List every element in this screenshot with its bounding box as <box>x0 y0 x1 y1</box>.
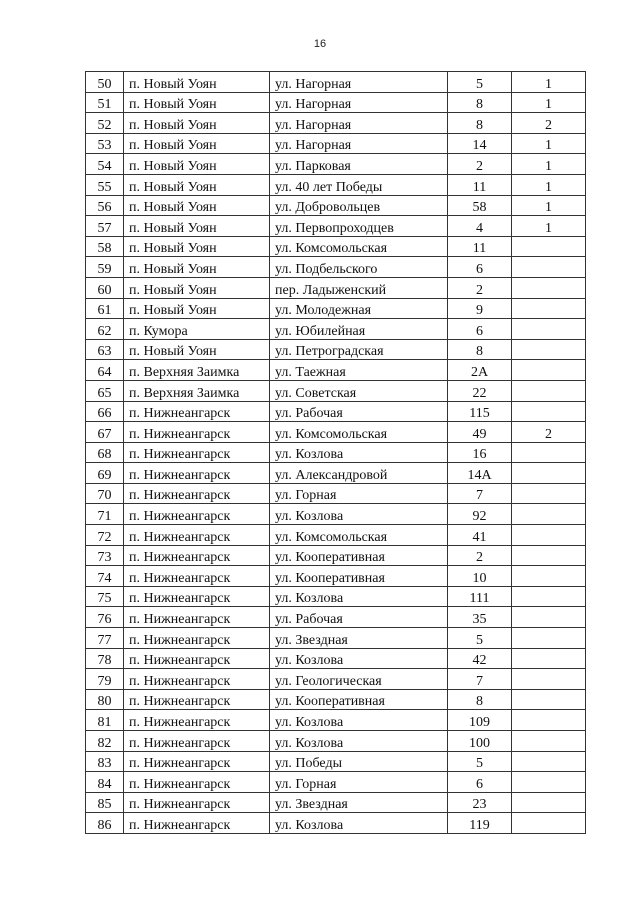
count-cell <box>512 545 586 566</box>
table-row <box>86 710 586 731</box>
house-number-cell: 35 <box>448 607 512 628</box>
count-cell <box>512 689 586 710</box>
row-number-cell: 62 <box>86 319 124 340</box>
street-cell: ул. Кооперативная <box>270 545 448 566</box>
count-cell: 1 <box>512 133 586 154</box>
row-number-cell: 82 <box>86 731 124 752</box>
count-cell <box>512 669 586 690</box>
house-number-cell: 100 <box>448 731 512 752</box>
row-number-cell: 63 <box>86 339 124 360</box>
row-number-cell: 53 <box>86 133 124 154</box>
settlement-cell: п. Нижнеангарск <box>124 422 270 443</box>
settlement-cell: п. Новый Уоян <box>124 277 270 298</box>
house-number-cell: 7 <box>448 483 512 504</box>
table-row <box>86 216 586 237</box>
street-cell: ул. Козлова <box>270 648 448 669</box>
count-cell: 1 <box>512 195 586 216</box>
street-cell: ул. Козлова <box>270 504 448 525</box>
row-number-cell: 56 <box>86 195 124 216</box>
row-number-cell: 69 <box>86 463 124 484</box>
settlement-cell: п. Нижнеангарск <box>124 586 270 607</box>
settlement-cell: п. Новый Уоян <box>124 236 270 257</box>
house-number-cell: 14А <box>448 463 512 484</box>
table-row <box>86 380 586 401</box>
table-row <box>86 792 586 813</box>
street-cell: ул. Нагорная <box>270 72 448 93</box>
table-row <box>86 401 586 422</box>
house-number-cell: 115 <box>448 401 512 422</box>
settlement-cell: п. Новый Уоян <box>124 133 270 154</box>
table-row <box>86 319 586 340</box>
table-row <box>86 731 586 752</box>
count-cell <box>512 298 586 319</box>
table-row <box>86 257 586 278</box>
table-row <box>86 566 586 587</box>
table-row <box>86 525 586 546</box>
house-number-cell: 11 <box>448 174 512 195</box>
row-number-cell: 73 <box>86 545 124 566</box>
table-row <box>86 463 586 484</box>
settlement-cell: п. Нижнеангарск <box>124 669 270 690</box>
house-number-cell: 109 <box>448 710 512 731</box>
row-number-cell: 85 <box>86 792 124 813</box>
row-number-cell: 83 <box>86 751 124 772</box>
count-cell <box>512 628 586 649</box>
house-number-cell: 6 <box>448 319 512 340</box>
settlement-cell: п. Нижнеангарск <box>124 463 270 484</box>
table-row <box>86 689 586 710</box>
table-row <box>86 772 586 793</box>
settlement-cell: п. Новый Уоян <box>124 339 270 360</box>
house-number-cell: 8 <box>448 339 512 360</box>
table-row <box>86 360 586 381</box>
street-cell: ул. Александровой <box>270 463 448 484</box>
settlement-cell: п. Нижнеангарск <box>124 628 270 649</box>
table-row <box>86 545 586 566</box>
table-row <box>86 339 586 360</box>
street-cell: ул. 40 лет Победы <box>270 174 448 195</box>
settlement-cell: п. Нижнеангарск <box>124 483 270 504</box>
house-number-cell: 2 <box>448 545 512 566</box>
street-cell: ул. Кооперативная <box>270 566 448 587</box>
settlement-cell: п. Верхняя Заимка <box>124 380 270 401</box>
street-cell: ул. Комсомольская <box>270 422 448 443</box>
row-number-cell: 81 <box>86 710 124 731</box>
count-cell: 1 <box>512 72 586 93</box>
row-number-cell: 57 <box>86 216 124 237</box>
house-number-cell: 7 <box>448 669 512 690</box>
row-number-cell: 58 <box>86 236 124 257</box>
street-cell: ул. Подбельского <box>270 257 448 278</box>
street-cell: ул. Таежная <box>270 360 448 381</box>
row-number-cell: 79 <box>86 669 124 690</box>
count-cell <box>512 360 586 381</box>
street-cell: ул. Звездная <box>270 792 448 813</box>
row-number-cell: 52 <box>86 113 124 134</box>
count-cell <box>512 463 586 484</box>
settlement-cell: п. Нижнеангарск <box>124 751 270 772</box>
street-cell: ул. Звездная <box>270 628 448 649</box>
settlement-cell: п. Новый Уоян <box>124 154 270 175</box>
settlement-cell: п. Новый Уоян <box>124 174 270 195</box>
house-number-cell: 14 <box>448 133 512 154</box>
table-row <box>86 154 586 175</box>
house-number-cell: 6 <box>448 772 512 793</box>
street-cell: ул. Горная <box>270 772 448 793</box>
house-number-cell: 2 <box>448 154 512 175</box>
settlement-cell: п. Верхняя Заимка <box>124 360 270 381</box>
settlement-cell: п. Новый Уоян <box>124 92 270 113</box>
row-number-cell: 84 <box>86 772 124 793</box>
row-number-cell: 59 <box>86 257 124 278</box>
street-cell: ул. Нагорная <box>270 113 448 134</box>
row-number-cell: 77 <box>86 628 124 649</box>
settlement-cell: п. Нижнеангарск <box>124 813 270 834</box>
table-row <box>86 751 586 772</box>
table-row <box>86 92 586 113</box>
street-cell: ул. Юбилейная <box>270 319 448 340</box>
house-number-cell: 10 <box>448 566 512 587</box>
count-cell <box>512 339 586 360</box>
house-number-cell: 5 <box>448 751 512 772</box>
house-number-cell: 58 <box>448 195 512 216</box>
settlement-cell: п. Кумора <box>124 319 270 340</box>
count-cell <box>512 813 586 834</box>
street-cell: ул. Комсомольская <box>270 525 448 546</box>
street-cell: ул. Петроградская <box>270 339 448 360</box>
table-row <box>86 483 586 504</box>
street-cell: ул. Горная <box>270 483 448 504</box>
street-cell: ул. Козлова <box>270 586 448 607</box>
house-number-cell: 5 <box>448 628 512 649</box>
count-cell: 1 <box>512 92 586 113</box>
count-cell <box>512 257 586 278</box>
page-number: 16 <box>313 38 327 50</box>
house-number-cell: 4 <box>448 216 512 237</box>
table-row <box>86 648 586 669</box>
row-number-cell: 76 <box>86 607 124 628</box>
settlement-cell: п. Нижнеангарск <box>124 607 270 628</box>
table-row <box>86 504 586 525</box>
row-number-cell: 86 <box>86 813 124 834</box>
table-row <box>86 607 586 628</box>
settlement-cell: п. Нижнеангарск <box>124 689 270 710</box>
table-row <box>86 236 586 257</box>
table-row <box>86 133 586 154</box>
street-cell: ул. Козлова <box>270 813 448 834</box>
row-number-cell: 75 <box>86 586 124 607</box>
count-cell: 2 <box>512 113 586 134</box>
house-number-cell: 23 <box>448 792 512 813</box>
count-cell: 1 <box>512 216 586 237</box>
table-row <box>86 195 586 216</box>
table-row <box>86 442 586 463</box>
street-cell: ул. Нагорная <box>270 133 448 154</box>
count-cell <box>512 236 586 257</box>
table-row <box>86 628 586 649</box>
table-row <box>86 113 586 134</box>
street-cell: ул. Кооперативная <box>270 689 448 710</box>
row-number-cell: 66 <box>86 401 124 422</box>
row-number-cell: 51 <box>86 92 124 113</box>
house-number-cell: 111 <box>448 586 512 607</box>
settlement-cell: п. Новый Уоян <box>124 113 270 134</box>
settlement-cell: п. Новый Уоян <box>124 72 270 93</box>
row-number-cell: 64 <box>86 360 124 381</box>
house-number-cell: 11 <box>448 236 512 257</box>
house-number-cell: 5 <box>448 72 512 93</box>
street-cell: ул. Рабочая <box>270 607 448 628</box>
street-cell: ул. Козлова <box>270 710 448 731</box>
row-number-cell: 67 <box>86 422 124 443</box>
street-cell: ул. Козлова <box>270 442 448 463</box>
count-cell <box>512 504 586 525</box>
settlement-cell: п. Нижнеангарск <box>124 525 270 546</box>
count-cell <box>512 277 586 298</box>
street-cell: ул. Советская <box>270 380 448 401</box>
street-cell: ул. Парковая <box>270 154 448 175</box>
row-number-cell: 70 <box>86 483 124 504</box>
house-number-cell: 8 <box>448 113 512 134</box>
house-number-cell: 42 <box>448 648 512 669</box>
count-cell: 1 <box>512 174 586 195</box>
settlement-cell: п. Нижнеангарск <box>124 792 270 813</box>
street-cell: ул. Нагорная <box>270 92 448 113</box>
street-cell: ул. Козлова <box>270 731 448 752</box>
count-cell <box>512 525 586 546</box>
house-number-cell: 49 <box>448 422 512 443</box>
address-table-body <box>86 72 586 834</box>
table-row <box>86 298 586 319</box>
street-cell: ул. Комсомольская <box>270 236 448 257</box>
count-cell <box>512 442 586 463</box>
settlement-cell: п. Нижнеангарск <box>124 545 270 566</box>
settlement-cell: п. Нижнеангарск <box>124 710 270 731</box>
row-number-cell: 80 <box>86 689 124 710</box>
house-number-cell: 41 <box>448 525 512 546</box>
row-number-cell: 60 <box>86 277 124 298</box>
street-cell: ул. Молодежная <box>270 298 448 319</box>
street-cell: ул. Геологическая <box>270 669 448 690</box>
settlement-cell: п. Новый Уоян <box>124 195 270 216</box>
house-number-cell: 9 <box>448 298 512 319</box>
table-row <box>86 72 586 93</box>
table-row <box>86 277 586 298</box>
settlement-cell: п. Нижнеангарск <box>124 566 270 587</box>
table-row <box>86 669 586 690</box>
count-cell <box>512 751 586 772</box>
table-row <box>86 422 586 443</box>
count-cell <box>512 586 586 607</box>
settlement-cell: п. Новый Уоян <box>124 298 270 319</box>
row-number-cell: 78 <box>86 648 124 669</box>
count-cell <box>512 792 586 813</box>
count-cell <box>512 731 586 752</box>
row-number-cell: 50 <box>86 72 124 93</box>
row-number-cell: 74 <box>86 566 124 587</box>
house-number-cell: 8 <box>448 689 512 710</box>
row-number-cell: 54 <box>86 154 124 175</box>
house-number-cell: 16 <box>448 442 512 463</box>
street-cell: ул. Победы <box>270 751 448 772</box>
settlement-cell: п. Нижнеангарск <box>124 731 270 752</box>
count-cell <box>512 483 586 504</box>
count-cell <box>512 380 586 401</box>
address-table <box>85 71 586 834</box>
row-number-cell: 72 <box>86 525 124 546</box>
house-number-cell: 2А <box>448 360 512 381</box>
count-cell <box>512 772 586 793</box>
house-number-cell: 2 <box>448 277 512 298</box>
street-cell: пер. Ладыженский <box>270 277 448 298</box>
row-number-cell: 61 <box>86 298 124 319</box>
house-number-cell: 92 <box>448 504 512 525</box>
table-row <box>86 586 586 607</box>
house-number-cell: 22 <box>448 380 512 401</box>
row-number-cell: 68 <box>86 442 124 463</box>
count-cell <box>512 648 586 669</box>
street-cell: ул. Рабочая <box>270 401 448 422</box>
house-number-cell: 119 <box>448 813 512 834</box>
count-cell: 2 <box>512 422 586 443</box>
count-cell <box>512 401 586 422</box>
settlement-cell: п. Нижнеангарск <box>124 504 270 525</box>
count-cell <box>512 710 586 731</box>
count-cell <box>512 319 586 340</box>
settlement-cell: п. Нижнеангарск <box>124 648 270 669</box>
settlement-cell: п. Нижнеангарск <box>124 401 270 422</box>
table-row <box>86 813 586 834</box>
count-cell: 1 <box>512 154 586 175</box>
row-number-cell: 55 <box>86 174 124 195</box>
house-number-cell: 8 <box>448 92 512 113</box>
table-row <box>86 174 586 195</box>
settlement-cell: п. Новый Уоян <box>124 216 270 237</box>
row-number-cell: 65 <box>86 380 124 401</box>
count-cell <box>512 566 586 587</box>
count-cell <box>512 607 586 628</box>
street-cell: ул. Первопроходцев <box>270 216 448 237</box>
house-number-cell: 6 <box>448 257 512 278</box>
street-cell: ул. Добровольцев <box>270 195 448 216</box>
settlement-cell: п. Нижнеангарск <box>124 442 270 463</box>
settlement-cell: п. Новый Уоян <box>124 257 270 278</box>
settlement-cell: п. Нижнеангарск <box>124 772 270 793</box>
row-number-cell: 71 <box>86 504 124 525</box>
